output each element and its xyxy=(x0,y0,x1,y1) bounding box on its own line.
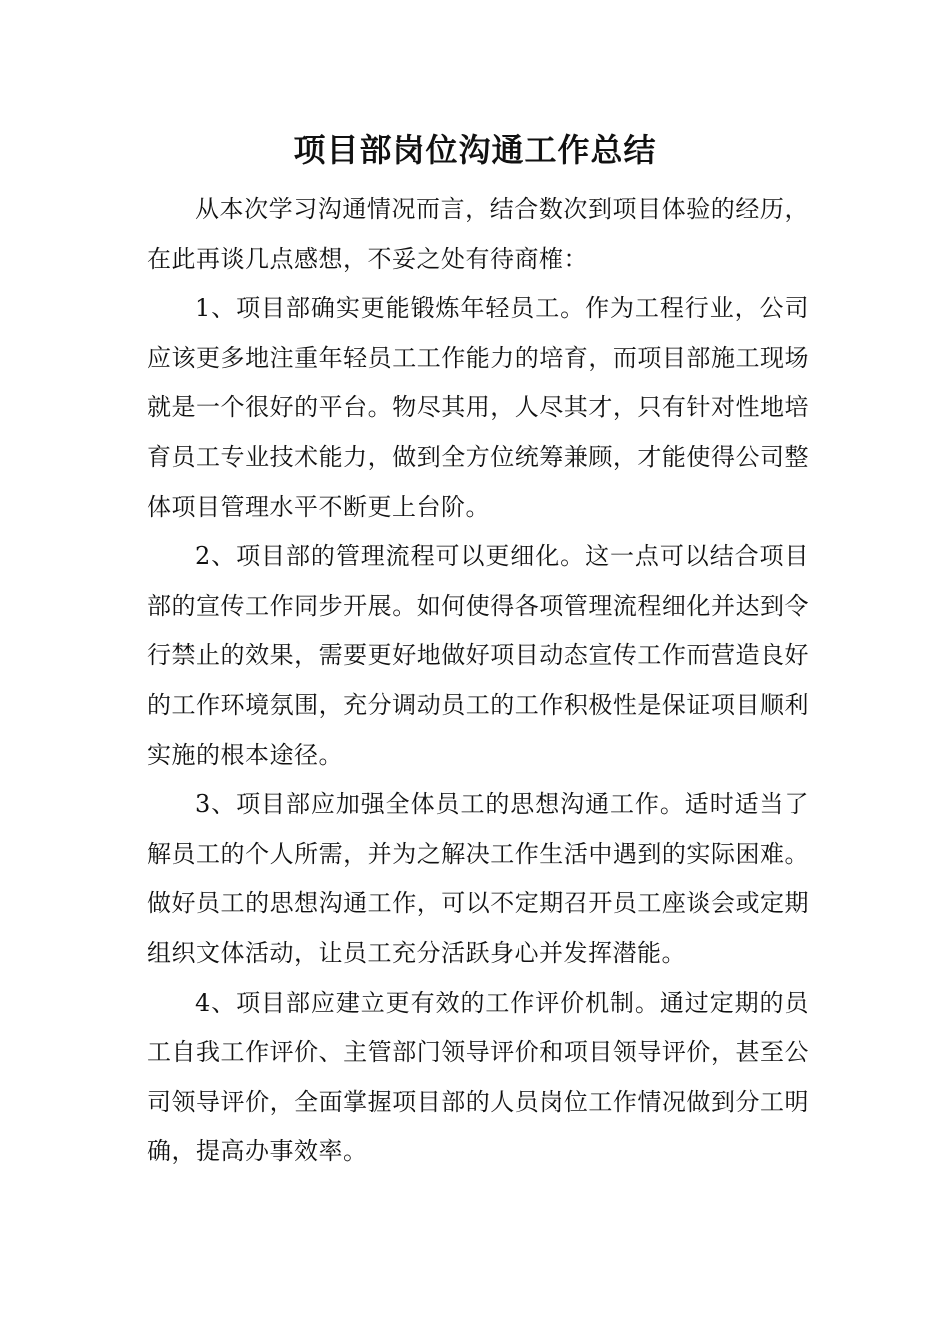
document-body xyxy=(147,185,809,1177)
document-title: 项目部岗位沟通工作总结 xyxy=(293,131,657,169)
intro-paragraph: 从本次学习沟通情况而言，结合数次到项目体验的经历，在此再谈几点感想，不妥之处有待商榷： xyxy=(147,195,809,273)
point-2-paragraph: 2、项目部的管理流程可以更细化。这一点可以结合项目部的宣传工作同步开展。如何使得各项管理流程细化并达到令行禁止的效果，需要更好地做好项目动态宣传工作而营造良好的工作环境氛围，充分调动员工的工作积极性是保证项目顺利实施的根本途径。 xyxy=(147,542,809,769)
point-1-paragraph: 1、项目部确实更能锻炼年轻员工。作为工程行业，公司应该更多地注重年轻员工工作能力的培育，而项目部施工现场就是一个很好的平台。物尽其用，人尽其才，只有针对性地培育员工专业技术能力，做到全方位统筹兼顾，才能使得公司整体项目管理水平不断更上台阶。 xyxy=(147,294,809,521)
point-4-paragraph: 4、项目部应建立更有效的工作评价机制。通过定期的员工自我工作评价、主管部门领导评价和项目领导评价，甚至公司领导评价，全面掌握项目部的人员岗位工作情况做到分工明确，提高办事效率。 xyxy=(147,988,809,1166)
point-3-paragraph: 3、项目部应加强全体员工的思想沟通工作。适时适当了解员工的个人所需，并为之解决工作生活中遇到的实际困难。做好员工的思想沟通工作，可以不定期召开员工座谈会或定期组织文体活动，让员工充分活跃身心并发挥潜能。 xyxy=(147,790,809,967)
